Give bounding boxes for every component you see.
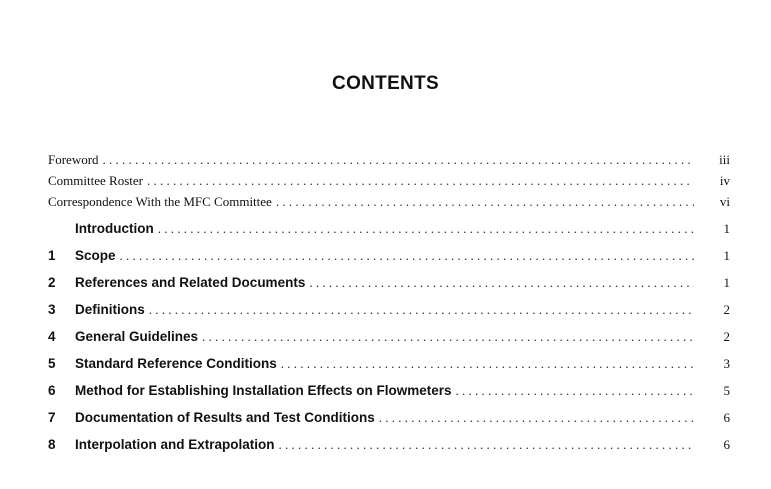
dot-leader (456, 383, 694, 399)
toc-entry-number: 7 (48, 410, 56, 425)
toc-entry-interpolation-extrapolation[interactable] (48, 437, 730, 457)
toc-entry-label: Definitions (75, 302, 145, 317)
toc-entry-number: 4 (48, 329, 56, 344)
dot-leader (202, 329, 694, 345)
toc-entry-page: 1 (723, 248, 730, 263)
toc-entry-label: Introduction (75, 221, 154, 236)
toc-entry-label: Standard Reference Conditions (75, 356, 277, 371)
toc-entry-general-guidelines[interactable] (48, 329, 730, 349)
dot-leader (276, 194, 694, 210)
dot-leader (309, 275, 694, 291)
toc-entry-committee-roster[interactable] (48, 173, 730, 193)
toc-entry-number: 6 (48, 383, 56, 398)
toc-entry-label: Committee Roster (48, 173, 143, 188)
dot-leader (281, 356, 694, 372)
toc-entry-number: 2 (48, 275, 56, 290)
dot-leader (158, 221, 694, 237)
toc-entry-number: 1 (48, 248, 56, 263)
toc-entry-label: Correspondence With the MFC Committee (48, 194, 272, 209)
toc-entry-label: Interpolation and Extrapolation (75, 437, 275, 452)
page-title: CONTENTS (332, 73, 439, 94)
toc-entry-introduction[interactable] (48, 221, 730, 241)
toc-entry-page: 6 (723, 437, 730, 452)
toc-entry-page: 1 (723, 221, 730, 236)
toc-entry-number: 5 (48, 356, 56, 371)
toc-entry-page: 2 (723, 329, 730, 344)
toc-entry-number: 8 (48, 437, 56, 452)
toc-entry-documentation-of-results[interactable] (48, 410, 730, 430)
toc-entry-page: 3 (723, 356, 730, 371)
dot-leader (149, 302, 694, 318)
dot-leader (279, 437, 694, 453)
dot-leader (379, 410, 694, 426)
toc-entry-label: References and Related Documents (75, 275, 306, 290)
toc-entry-label: Documentation of Results and Test Conditions (75, 410, 375, 425)
dot-leader (147, 173, 694, 189)
dot-leader (120, 248, 694, 264)
toc-entry-method-installation-effects[interactable] (48, 383, 730, 403)
toc-entry-page: 1 (723, 275, 730, 290)
toc-entry-standard-reference-conditions[interactable] (48, 356, 730, 376)
toc-entry-page: iii (719, 152, 730, 167)
toc-entry-definitions[interactable] (48, 302, 730, 322)
toc-entry-label: Foreword (48, 152, 99, 167)
toc-entry-page: vi (719, 194, 730, 209)
toc-entry-correspondence[interactable] (48, 194, 730, 214)
toc-entry-foreword[interactable] (48, 152, 730, 172)
dot-leader (103, 152, 694, 168)
toc-entry-label: Method for Establishing Installation Effects on Flowmeters (75, 383, 452, 398)
toc-entry-page: 5 (723, 383, 730, 398)
toc-entry-page: 6 (723, 410, 730, 425)
toc-entry-label: General Guidelines (75, 329, 199, 344)
toc-entry-references[interactable] (48, 275, 730, 295)
toc-entry-scope[interactable] (48, 248, 730, 268)
toc-entry-page: 2 (723, 302, 730, 317)
toc-entry-number: 3 (48, 302, 56, 317)
toc-entry-label: Scope (75, 248, 116, 263)
toc-entry-page: iv (719, 173, 730, 188)
